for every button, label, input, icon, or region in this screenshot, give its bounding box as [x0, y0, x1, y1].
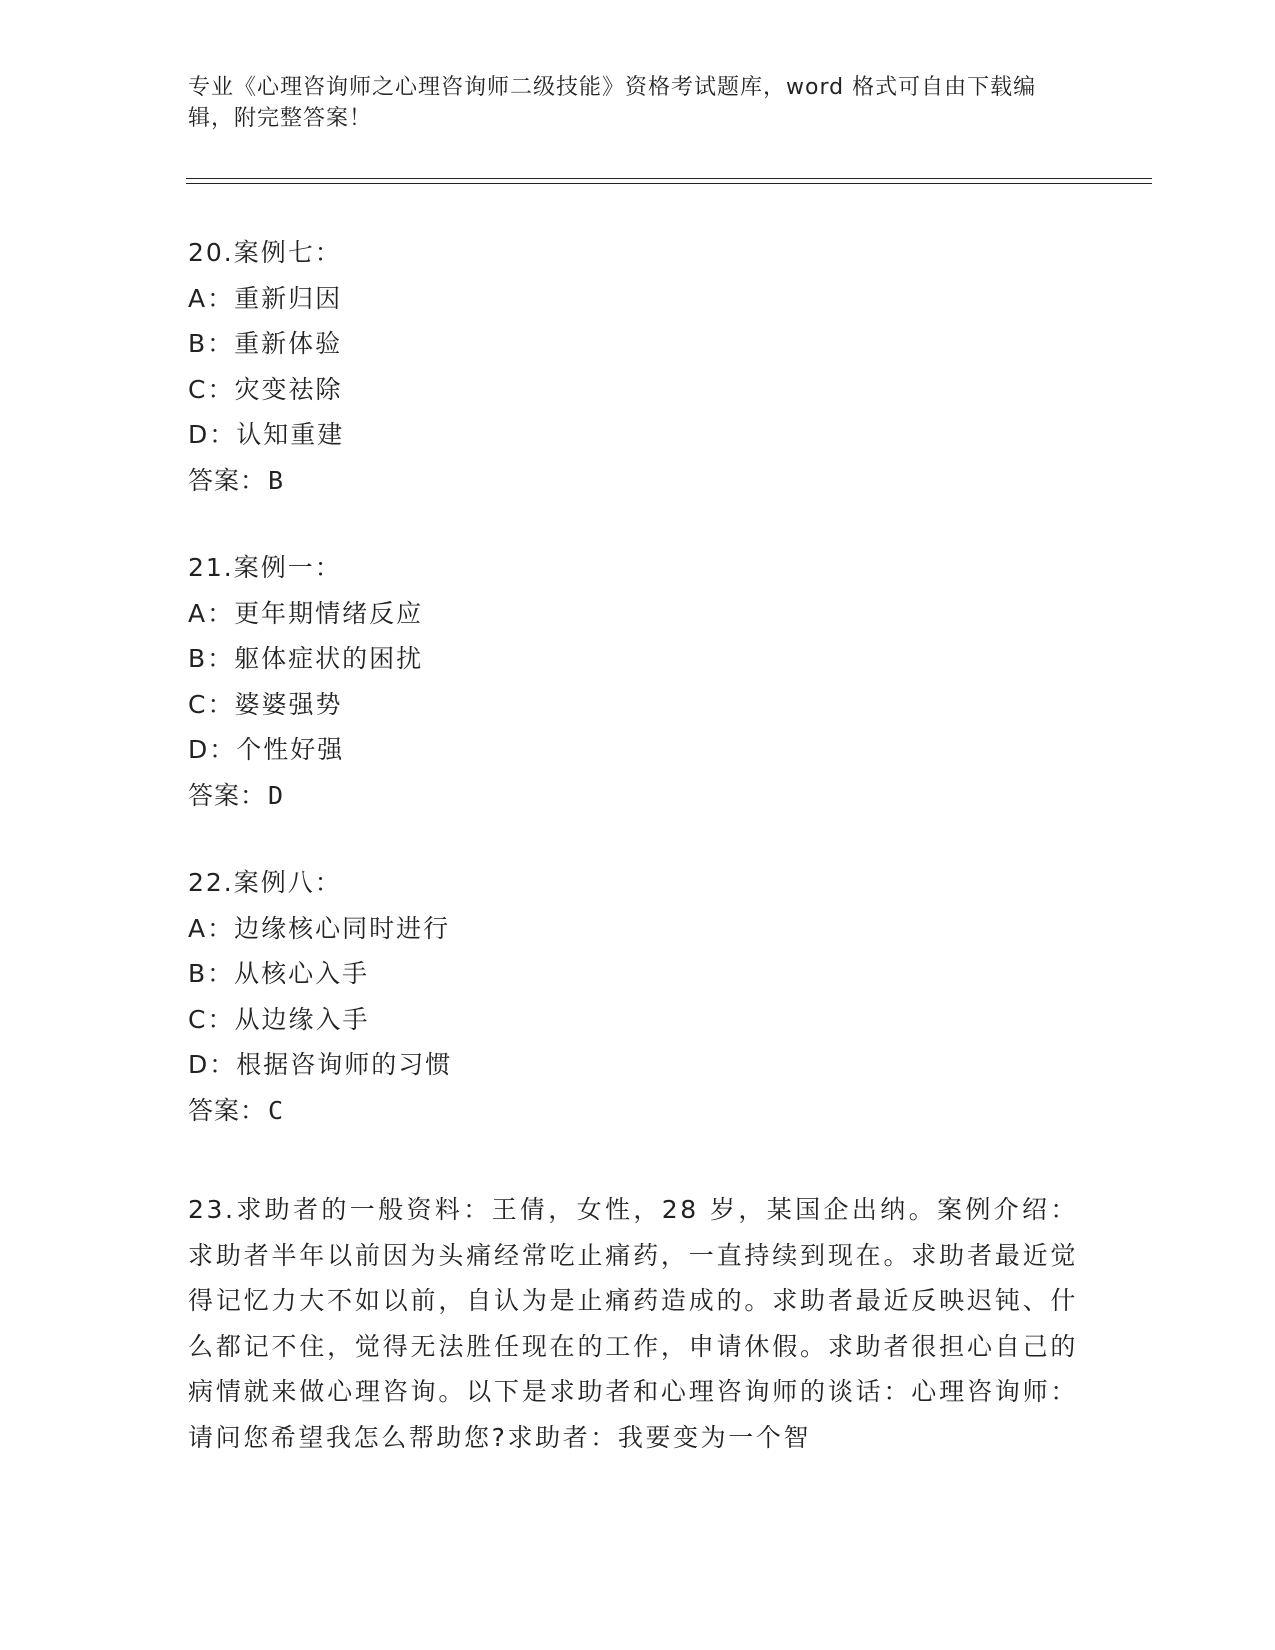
question-stem: 20.案例七： — [188, 238, 342, 267]
option-b: B：重新体验 — [188, 329, 343, 358]
question-23-text: 23.求助者的一般资料：王倩，女性，28 岁，某国企出纳。案例介绍：求助者半年以前因为头痛经常吃止痛药，一直持续到现在。求助者最近觉得记忆力大不如以前，自认为是止痛药造成的。求助者最近反映迟钝、什么都记不住，觉得无法胜任现在的工作，申请休假。求助者很担心自己的病情就来做心理咨询。以下是求助者和心理咨询师的谈话：心理咨询师：请问您希望我怎么帮助您?求助者：我要变为一个智 — [188, 1195, 1078, 1452]
answer-line — [188, 773, 423, 819]
answer-line — [188, 1088, 452, 1134]
question-stem: 21.案例一： — [188, 553, 342, 582]
answer-value: B — [268, 465, 285, 495]
option-d: D：根据咨询师的习惯 — [188, 1050, 453, 1079]
header-divider-bottom — [186, 183, 1152, 184]
option-c: C：灾变祛除 — [188, 374, 343, 404]
answer-value: C — [268, 1095, 285, 1125]
answer-label: 答案： — [188, 1095, 267, 1125]
document-header: 专业《心理咨询师之心理咨询师二级技能》资格考试题库，word 格式可自由下载编辑，附完整答案！ — [188, 75, 1037, 131]
option-c: C：婆婆强势 — [188, 689, 343, 719]
answer-label: 答案： — [188, 780, 267, 810]
question-20 — [188, 230, 344, 503]
option-a: A：边缘核心同时进行 — [188, 913, 451, 943]
option-a: A：重新归因 — [188, 283, 343, 313]
answer-value: D — [268, 780, 285, 810]
option-d: D：个性好强 — [188, 735, 345, 764]
option-a: A：更年期情绪反应 — [188, 598, 424, 628]
answer-label: 答案： — [188, 465, 267, 495]
option-b: B：躯体症状的困扰 — [188, 644, 424, 673]
option-b: B：从核心入手 — [188, 959, 370, 988]
question-stem: 22.案例八： — [188, 868, 342, 897]
option-c: C：从边缘入手 — [188, 1004, 370, 1034]
option-d: D：认知重建 — [188, 420, 345, 449]
header-divider-top — [186, 178, 1152, 179]
question-22 — [188, 860, 452, 1133]
answer-line — [188, 458, 344, 504]
question-21 — [188, 545, 423, 818]
